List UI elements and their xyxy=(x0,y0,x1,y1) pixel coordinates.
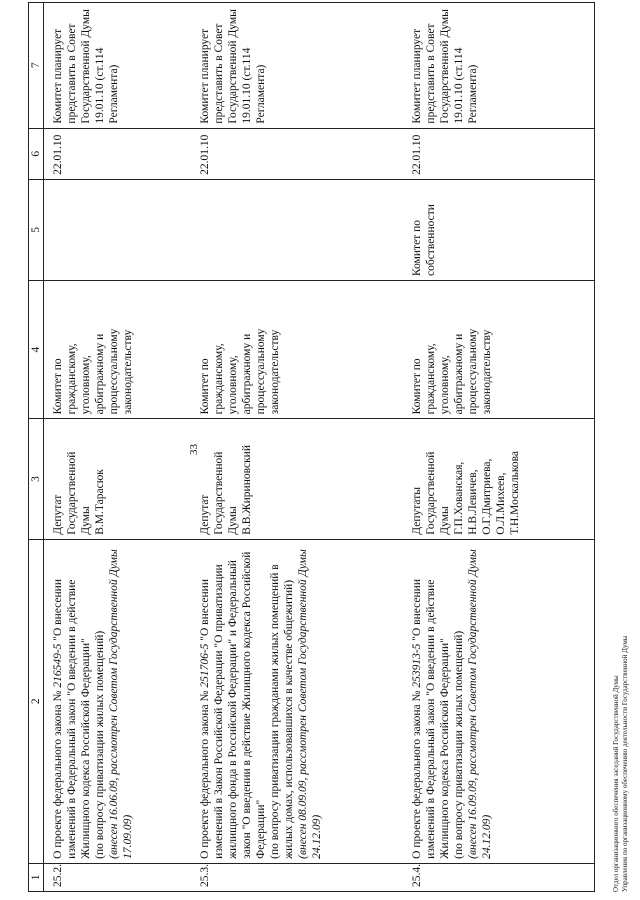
column-header: 1 xyxy=(29,863,44,891)
table-row xyxy=(403,3,594,892)
review-date: 22.01.10 xyxy=(191,128,404,179)
item-number: 25.2. xyxy=(44,863,191,891)
responsible-committee: Комитет по гражданскому, уголовному, арбитражному и процессуальному законодательству xyxy=(403,281,594,419)
bill-note: (внесен 08.09.09, рассмотрен Советом Государственной Думы 24.12.09) xyxy=(296,549,323,859)
item-number: 25.3. xyxy=(191,863,404,891)
review-date: 22.01.10 xyxy=(403,128,594,179)
bill-title: О проекте федерального закона № 253913-5 "О внесении изменений в Федеральный закон "О введении в действие Жилищного кодекса Российской Федерации" xyxy=(411,579,452,859)
plan-note: Комитет планирует представить в Совет Государственной Думы 19.01.10 (ст.114 Регламента) xyxy=(191,3,404,129)
co-committee xyxy=(44,179,191,280)
bill-title: О проекте федерального закона № 251706-5 "О внесении изменений в Закон Российской Федерации "О приватизации жилищного фонда в Российской Федерации" и Федеральный закон "О введении в действие Жилищного кодекса Российской Федерации" xyxy=(198,551,267,859)
bill-number: 251706-5 xyxy=(198,643,211,688)
column-header: 2 xyxy=(29,539,44,863)
item-number: 25.4. xyxy=(403,863,594,891)
co-committee xyxy=(191,179,404,280)
column-header: 4 xyxy=(29,281,44,419)
bill-description xyxy=(191,539,404,863)
bill-note: (внесен 16.09.09, рассмотрен Советом Государственной Думы 24.12.09) xyxy=(467,549,494,859)
column-header: 7 xyxy=(29,3,44,129)
bill-title: О проекте федерального закона № 216549-5 "О внесении изменений в Федеральный закон "О введении в действие Жилищного кодекса Российской Федерации" xyxy=(52,579,92,859)
responsible-committee: Комитет по гражданскому, уголовному, арбитражному и процессуальному законодательству xyxy=(44,281,191,419)
bill-author: Депутаты Государственной Думы Г.П.Хованская, Н.В.Левичев, О.Г.Дмитриева, О.Л.Михеев, Т.Н.Москалькова xyxy=(403,419,594,539)
footer-line: Управления по организационному обеспечению деятельности Государственной Думы xyxy=(621,635,629,892)
plan-note: Комитет планирует представить в Совет Государственной Думы 19.01.10 (ст.114 Регламента) xyxy=(403,3,594,129)
co-committee: Комитет по собственности xyxy=(403,179,594,280)
bill-number: 253913-5 xyxy=(411,643,424,688)
column-header: 5 xyxy=(29,179,44,280)
bill-description xyxy=(403,539,594,863)
table-row xyxy=(191,3,404,892)
bill-subject: (по вопросу приватизации гражданами жилых помещений в жилых домах, использовавшихся в качестве общежитий) xyxy=(268,564,295,859)
agenda-table xyxy=(28,2,595,892)
bill-author: Депутат Государственной Думы В.М.Тарасюк xyxy=(44,419,191,539)
page-number: 33 xyxy=(188,444,200,455)
responsible-committee: Комитет по гражданскому, уголовному, арбитражному и процессуальному законодательству xyxy=(191,281,404,419)
bill-subject: (по вопросу приватизации жилых помещений) xyxy=(453,630,466,859)
footer-line: Отдел организационного обеспечения заседаний Государственной Думы xyxy=(612,675,620,892)
review-date: 22.01.10 xyxy=(44,128,191,179)
column-header: 3 xyxy=(29,419,44,539)
table-row xyxy=(44,3,191,892)
bill-subject: (по вопросу приватизации жилых помещений) xyxy=(94,630,106,859)
plan-note: Комитет планирует представить в Совет Государственной Думы 19.01.10 (ст.114 Регламента) xyxy=(44,3,191,129)
column-header: 6 xyxy=(29,128,44,179)
bill-number: 216549-5 xyxy=(52,643,64,688)
bill-description xyxy=(44,539,191,863)
table-header-row xyxy=(29,3,44,892)
bill-note: (внесен 16.06.09, рассмотрен Советом Государственной Думы 17.09.09) xyxy=(108,549,134,859)
bill-author: Депутат Государственной Думы В.В.Жириновский xyxy=(191,419,404,539)
